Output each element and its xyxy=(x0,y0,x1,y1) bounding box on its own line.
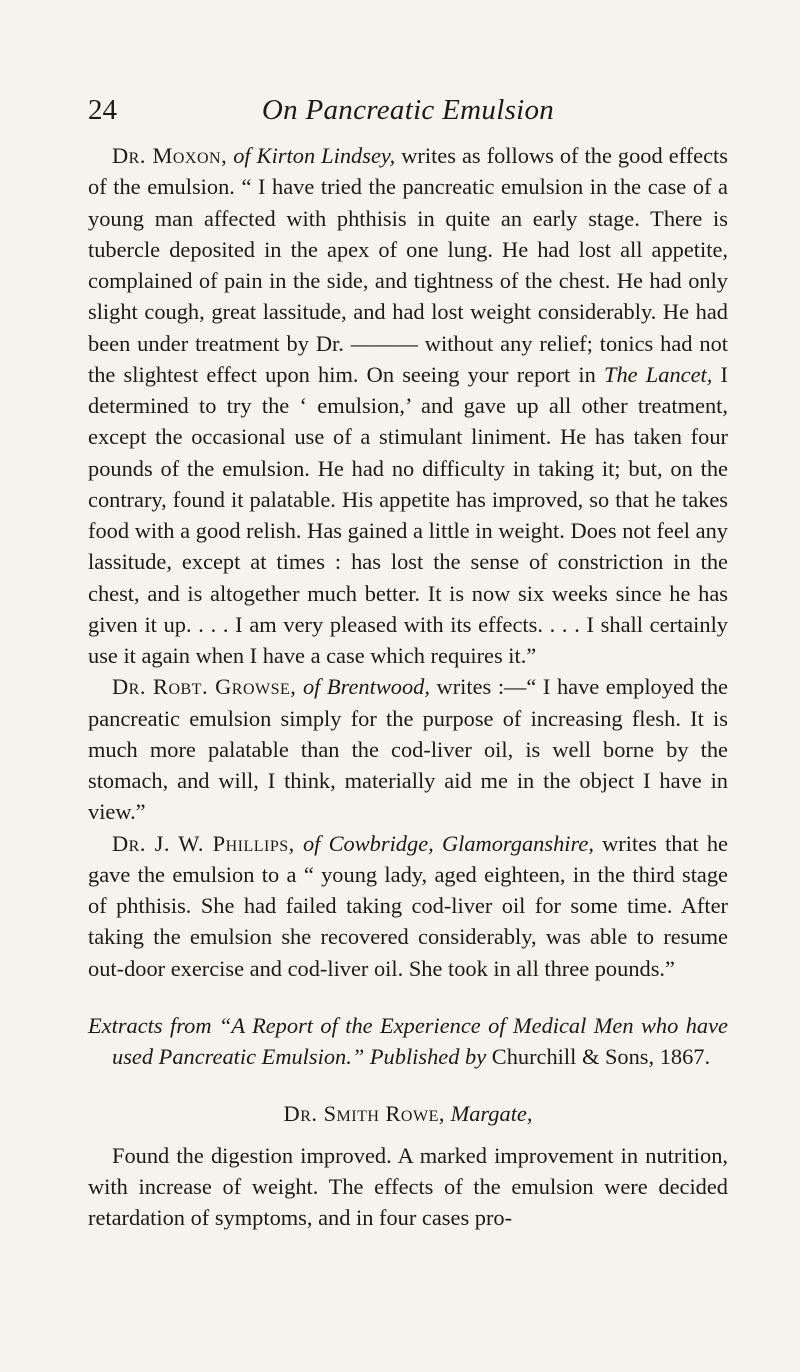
paragraph-phillips xyxy=(88,828,728,984)
author-place: of Kirton Lindsey, xyxy=(233,143,396,168)
journal-title: The Lancet, xyxy=(604,361,713,387)
author-place: of Cowbridge, Glamorganshire, xyxy=(302,830,594,856)
paragraph-rowe-heading xyxy=(88,1098,728,1129)
extracts-citation xyxy=(88,1010,728,1073)
page-number: 24 xyxy=(88,94,117,126)
paragraph-moxon xyxy=(88,140,728,671)
paragraph-text: I determined to try the ‘ emulsion,’ and gave up all other treatment, except the occasional use of a stimulant liniment. He has taken four pounds of the emulsion. He had no difficulty in taking it; but, on the contrary, found it palatable. His appetite has improved, so that he takes food with a good relish. Has gained a little in weight. Does not feel any lassitude, except at times : has lost the sense of constriction in the chest, and is altogether much better. It is now six weeks since he has given it up. . . . I am very pleased with its effects. . . . I shall certainly use it again when I have a case which requires it.” xyxy=(88,361,728,668)
paragraph-text: writes as follows of the good effects of the emulsion. “ I have tried the pancreatic emulsion in the case of a young man affected with phthisis in quite an early stage. There is tubercle deposited in the apex of one lung. He had lost all appetite, complained of pain in the side, and tightness of the chest. He had only slight cough, great lassitude, and had lost weight considerably. He had been under treatment by Dr. ——— without any relief; tonics had not the slightest effect upon him. On seeing your report in xyxy=(88,143,728,387)
page-header xyxy=(88,92,728,132)
paragraph-text: Found the digestion improved. A marked improvement in nutrition, with increase of weight. The effects of the emulsion were decided retardation of symptoms, and in four cases pro- xyxy=(88,1142,728,1230)
author-name: Dr. Smith Rowe, xyxy=(283,1101,445,1127)
paragraph-rowe-text xyxy=(88,1140,728,1234)
author-name: Dr. J. W. Phillips, xyxy=(112,830,295,856)
citation-publisher: Churchill & Sons, 1867. xyxy=(486,1044,711,1069)
author-place: of Brentwood, xyxy=(302,674,430,700)
paragraph-text: writes :—“ I have employed the pancreatic emulsion simply for the purpose of increasing flesh. It is much more palatable than the cod-liver oil, is well borne by the stomach, and will, I think, materially aid me in the object I have in view.” xyxy=(88,674,728,825)
running-title: On Pancreatic Emulsion xyxy=(261,94,555,126)
paragraph-growse xyxy=(88,671,728,827)
citation-title: Extracts from “A Report of the Experience of Medical Men who have used Pancreatic Emulsion.” Published by xyxy=(88,1012,728,1069)
author-place: Margate, xyxy=(450,1101,533,1127)
page-body xyxy=(88,140,728,1233)
author-name: Dr. Moxon, xyxy=(112,143,228,168)
author-name: Dr. Robt. Growse, xyxy=(112,674,297,700)
paragraph-text: writes that he gave the emulsion to a “ young lady, aged eighteen, in the third stage of phthisis. She had failed taking cod-liver oil for some time. After taking the emulsion she recovered considerably, was able to resume out-door exercise and cod-liver oil. She took in all three pounds.” xyxy=(88,830,728,981)
